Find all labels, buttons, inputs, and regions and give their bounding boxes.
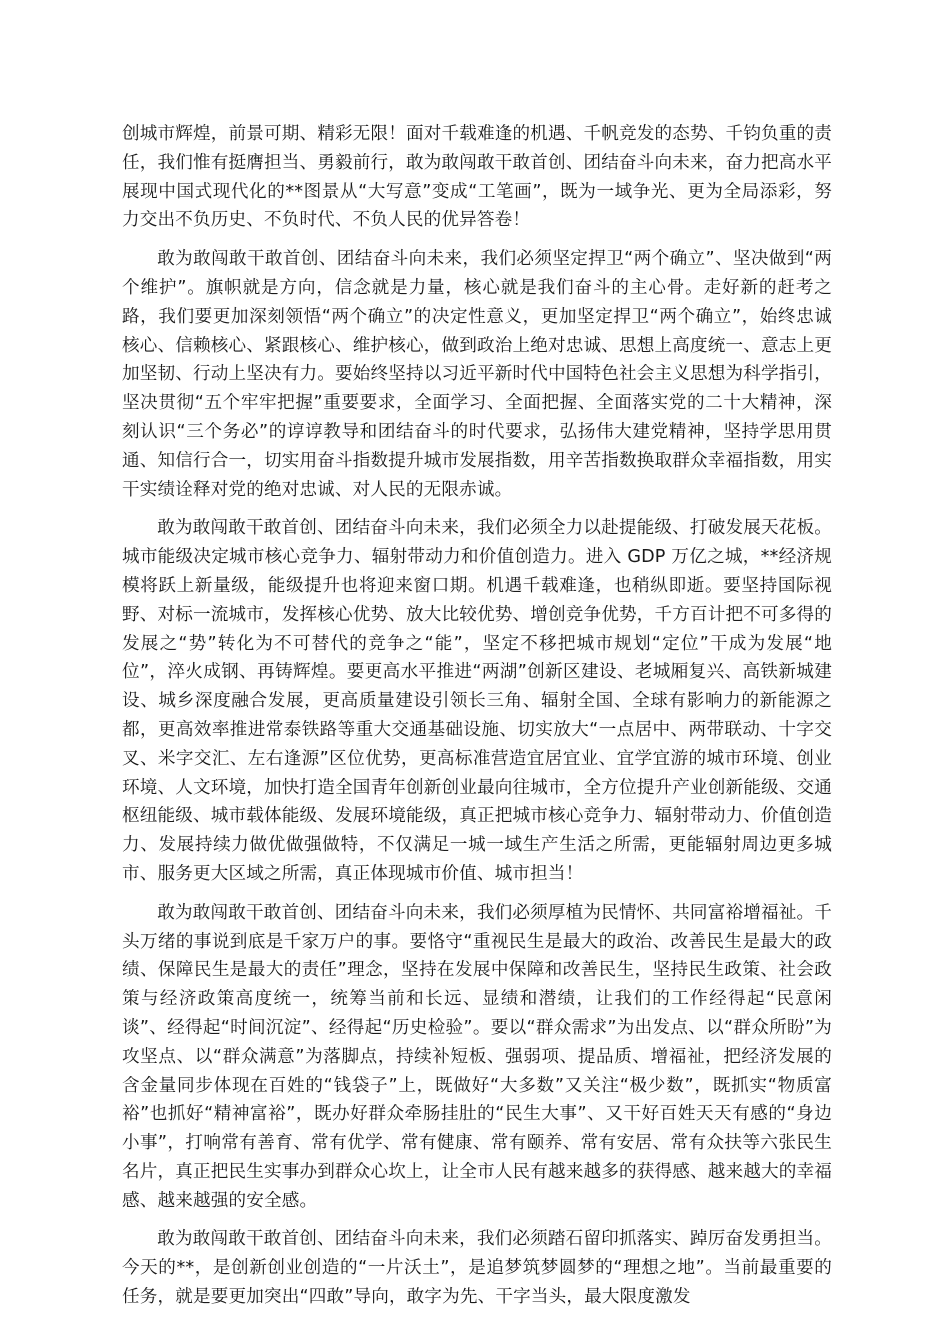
paragraph-implementation: 敢为敢闯敢干敢首创、团结奋斗向未来，我们必须踏石留印抓落实、踔厉奋发勇担当。今天的**，是创新创业创造的“一片沃土”，是追梦筑梦圆梦的“理想之地”。当前最重要的任务，就是要更加突出“四敢”导向，敢字为先、干字当头，最大限度激发 xyxy=(122,1229,832,1308)
paragraph-people-wellbeing: 敢为敢闯敢干敢首创、团结奋斗向未来，我们必须厚植为民情怀、共同富裕增福祉。千头万绪的事说到底是千家万户的事。要恪守“重视民生是最大的政治、改善民生是最大的政绩、保障民生是最大的责任”理念，坚持在发展中保障和改善民生，坚持民生政策、社会政策与经济政策高度统一，统筹当前和长远、显绩和潜绩，让我们的工作经得起“民意闲谈”、经得起“时间沉淀”、经得起“历史检验”。要以“群众需求”为出发点、以“群众所盼”为攻坚点、以“群众满意”为落脚点，持续补短板、强弱项、提品质、增福祉，把经济发展的含金量同步体现在百姓的“钱袋子”上，既做好“大多数”又关注“极少数”，既抓实“物质富裕”也抓好“精神富裕”，既办好群众牵肠挂肚的“民生大事”、又干好百姓天天有感的“身边小事”，打响常有善育、常有优学、常有健康、常有颐养、常有安居、常有众扶等六张民生名片，真正把民生实事办到群众心坎上，让全市人民有越来越多的获得感、越来越大的幸福感、越来越强的安全感。 xyxy=(122,902,832,1211)
document-page xyxy=(122,120,832,1322)
paragraph-two-establishments: 敢为敢闯敢干敢首创、团结奋斗向未来，我们必须坚定捍卫“两个确立”、坚决做到“两个维护”。旗帜就是方向，信念就是力量，核心就是我们奋斗的主心骨。走好新的赶考之路，我们要更加深刻领悟“两个确立”的决定性意义，更加坚定捍卫“两个确立”，始终忠诚核心、信赖核心、紧跟核心、维护核心，做到政治上绝对忠诚、思想上高度统一、意志上更加坚韧、行动上坚决有力。要始终坚持以习近平新时代中国特色社会主义思想为科学指引，坚决贯彻“五个牢牢把握”重要要求，全面学习、全面把握、全面落实党的二十大精神，深刻认识“三个务必”的谆谆教导和团结奋斗的时代要求，弘扬伟大建党精神，坚持学思用贯通、知信行合一，切实用奋斗指数提升城市发展指数，用辛苦指数换取群众幸福指数，用实干实绩诠释对党的绝对忠诚、对人民的无限赤诚。 xyxy=(122,249,832,500)
paragraph-intro: 创城市辉煌，前景可期、精彩无限！面对千载难逢的机遇、千帆竞发的态势、千钧负重的责任，我们惟有挺膺担当、勇毅前行，敢为敢闯敢干敢首创、团结奋斗向未来，奋力把高水平展现中国式现代化的**图景从“大写意”变成“工笔画”，既为一域争光、更为全局添彩，努力交出不负历史、不负时代、不负人民的优异答卷！ xyxy=(122,124,832,231)
paragraph-city-level: 敢为敢闯敢干敢首创、团结奋斗向未来，我们必须全力以赴提能级、打破发展天花板。城市能级决定城市核心竞争力、辐射带动力和价值创造力。进入 GDP 万亿之城，**经济规模将跃上新量级，能级提升也将迎来窗口期。机遇千载难逢，也稍纵即逝。要坚持国际视野、对标一流城市，发挥核心优势、放大比较优势、增创竞争优势，千方百计把不可多得的发展之“势”转化为不可替代的竞争之“能”，坚定不移把城市规划“定位”干成为发展“地位”，淬火成钢、再铸辉煌。要更高水平推进“两湖”创新区建设、老城厢复兴、高铁新城建设、城乡深度融合发展，更高质量建设引领长三角、辐射全国、全球有影响力的新能源之都，更高效率推进常泰铁路等重大交通基础设施、切实放大“一点居中、两带联动、十字交叉、米字交汇、左右逢源”区位优势，更高标准营造宜居宜业、宜学宜游的城市环境、创业环境、人文环境，加快打造全国青年创新创业最向往城市，全方位提升产业创新能级、交通枢纽能级、城市载体能级、发展环境能级，真正把城市核心竞争力、辐射带动力、价值创造力、发展持续力做优做强做特，不仅满足一城一域生产生活之所需，更能辐射周边更多城市、服务更大区域之所需，真正体现城市价值、城市担当！ xyxy=(122,518,832,884)
